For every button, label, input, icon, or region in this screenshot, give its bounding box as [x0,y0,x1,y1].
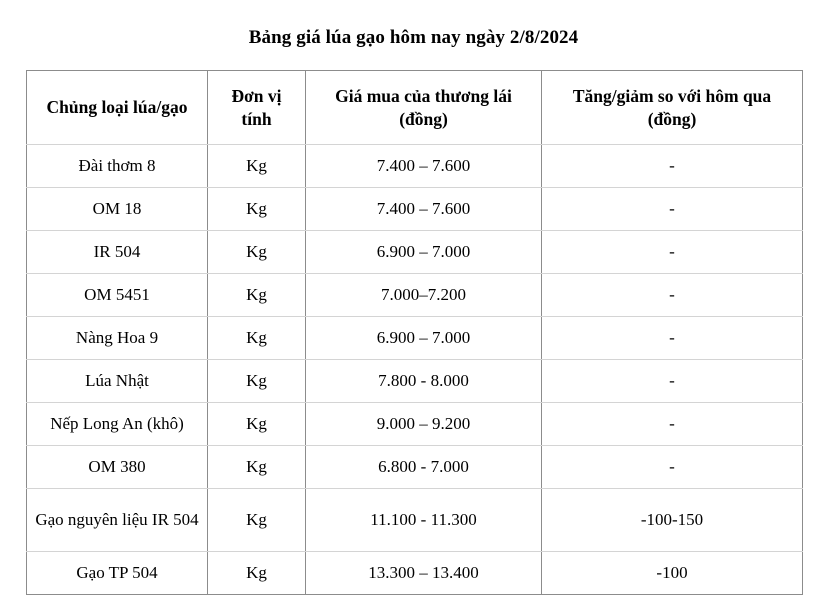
cell-change: - [542,403,803,446]
table-row [27,317,803,360]
table-body [27,145,803,595]
table-row [27,552,803,595]
cell-change: - [542,360,803,403]
cell-unit: Kg [208,489,306,552]
table-row [27,403,803,446]
cell-rice-type: Đài thơm 8 [27,145,208,188]
cell-price: 6.900 – 7.000 [306,317,542,360]
cell-price: 7.400 – 7.600 [306,145,542,188]
table-row [27,188,803,231]
table-row [27,274,803,317]
cell-price: 7.400 – 7.600 [306,188,542,231]
cell-unit: Kg [208,145,306,188]
cell-price: 9.000 – 9.200 [306,403,542,446]
cell-change: -100-150 [542,489,803,552]
cell-price: 6.900 – 7.000 [306,231,542,274]
cell-unit: Kg [208,360,306,403]
cell-unit: Kg [208,231,306,274]
cell-rice-type: Nếp Long An (khô) [27,403,208,446]
cell-rice-type: Gạo TP 504 [27,552,208,595]
column-header-unit [208,71,306,145]
cell-price: 11.100 - 11.300 [306,489,542,552]
cell-unit: Kg [208,274,306,317]
cell-change: - [542,188,803,231]
cell-unit: Kg [208,317,306,360]
cell-price: 7.000–7.200 [306,274,542,317]
column-header-unit-line1: Đơn vị [231,86,282,107]
price-table-container [26,70,802,595]
cell-rice-type: Nàng Hoa 9 [27,317,208,360]
cell-change: -100 [542,552,803,595]
column-header-change-line1: Tăng/giảm so với hôm qua [572,86,772,107]
cell-unit: Kg [208,403,306,446]
column-header-name-text: Chủng loại lúa/gạo [46,97,188,118]
cell-rice-type: Lúa Nhật [27,360,208,403]
cell-rice-type: OM 18 [27,188,208,231]
column-header-unit-line2: tính [241,108,272,129]
cell-price: 13.300 – 13.400 [306,552,542,595]
cell-rice-type: Gạo nguyên liệu IR 504 [27,489,208,552]
table-row [27,360,803,403]
table-row [27,145,803,188]
cell-change: - [542,231,803,274]
cell-change: - [542,446,803,489]
cell-change: - [542,317,803,360]
table-row [27,446,803,489]
cell-rice-type: OM 5451 [27,274,208,317]
page-title: Bảng giá lúa gạo hôm nay ngày 2/8/2024 [248,27,579,48]
rice-price-table [26,70,803,595]
column-header-name [27,71,208,145]
column-header-price-line2: (đồng) [399,108,448,129]
column-header-price [306,71,542,145]
cell-change: - [542,145,803,188]
column-header-price-line1: Giá mua của thương lái [335,86,512,107]
cell-change: - [542,274,803,317]
column-header-change [542,71,803,145]
cell-price: 7.800 - 8.000 [306,360,542,403]
cell-price: 6.800 - 7.000 [306,446,542,489]
table-header [27,71,803,145]
table-row [27,231,803,274]
cell-unit: Kg [208,188,306,231]
cell-rice-type: IR 504 [27,231,208,274]
table-row [27,489,803,552]
column-header-change-line2: (đồng) [647,108,697,129]
cell-rice-type: OM 380 [27,446,208,489]
table-header-row [27,71,803,145]
cell-unit: Kg [208,552,306,595]
cell-unit: Kg [208,446,306,489]
